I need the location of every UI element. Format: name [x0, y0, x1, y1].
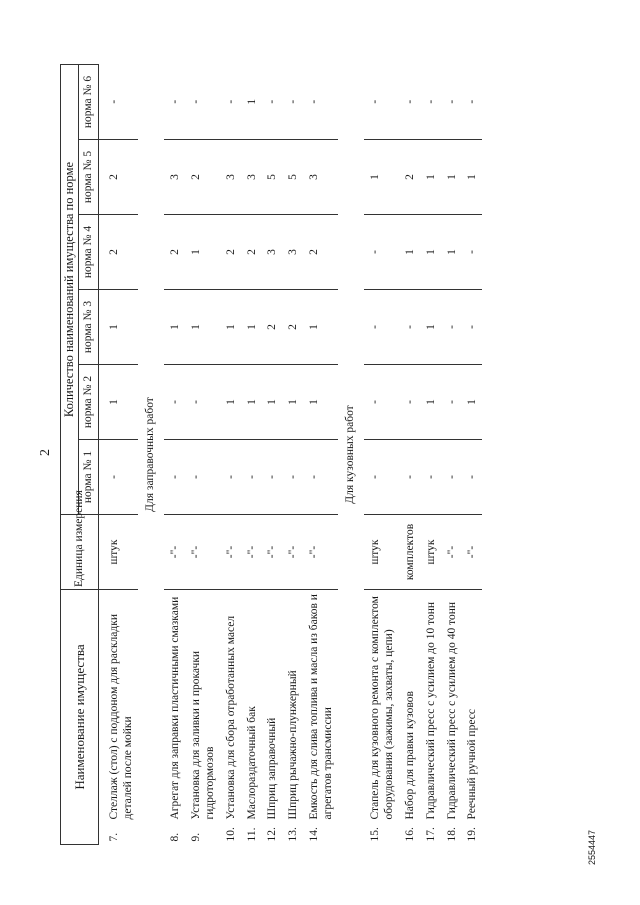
norm-6-cell: -: [261, 64, 282, 139]
section-heading-row: [138, 64, 165, 844]
norm-1-cell: -: [282, 440, 303, 515]
item-name-cell: [261, 590, 282, 845]
norm-4-cell: 1: [185, 215, 220, 290]
table-row: [164, 64, 185, 844]
table-row: [364, 64, 399, 844]
unit-cell: -"-: [261, 515, 282, 590]
norm-5-cell: 1: [441, 140, 462, 215]
norm-2-cell: -: [399, 365, 420, 440]
norm-2-cell: 1: [282, 365, 303, 440]
norm-5-cell: 3: [241, 140, 262, 215]
unit-cell: -"-: [303, 515, 338, 590]
norm-4-cell: 3: [261, 215, 282, 290]
table-row: [220, 64, 241, 844]
item-name-cell: [364, 590, 399, 845]
norm-2-cell: 1: [103, 365, 138, 440]
norm-5-cell: 5: [261, 140, 282, 215]
item-number: 8.: [169, 832, 182, 842]
column-header-norm-5: норма № 5: [79, 140, 99, 215]
table-row: [103, 64, 138, 844]
item-number: 16.: [403, 827, 416, 842]
item-name-cell: [282, 590, 303, 845]
norm-2-cell: 1: [241, 365, 262, 440]
document-side-number: 2554447: [587, 829, 597, 865]
norm-3-cell: 2: [261, 290, 282, 365]
unit-cell: штук: [364, 515, 399, 590]
norm-2-cell: 1: [261, 365, 282, 440]
item-name: Установка для заливки и прокачки гидротормозов: [190, 650, 216, 820]
item-number: 12.: [266, 827, 279, 842]
norm-5-cell: 3: [220, 140, 241, 215]
item-name: Емкость для слива топлива и масла из баков и агрегатов трансмиссии: [307, 594, 334, 820]
item-number: 19.: [466, 827, 479, 842]
norm-3-cell: -: [364, 290, 399, 365]
norm-6-cell: -: [185, 64, 220, 139]
norm-4-cell: 2: [303, 215, 338, 290]
norm-5-cell: 2: [399, 140, 420, 215]
norm-4-cell: 1: [420, 215, 441, 290]
norm-3-cell: 1: [303, 290, 338, 365]
item-number: 9.: [190, 832, 203, 842]
item-name: Стапель для кузовного ремонта с комплектом оборудования (зажимы, захваты, цепи): [369, 596, 396, 820]
item-name: Гидравлический пресс с усилием до 10 тонн: [424, 601, 437, 820]
norm-1-cell: -: [420, 440, 441, 515]
norm-4-cell: -: [364, 215, 399, 290]
norm-3-cell: 1: [420, 290, 441, 365]
norm-1-cell: -: [364, 440, 399, 515]
equipment-table: [60, 64, 482, 845]
norm-1-cell: -: [164, 440, 185, 515]
norm-1-cell: -: [461, 440, 482, 515]
table-row: [185, 64, 220, 844]
column-header-quantity: Количество наименований имущества по норме: [61, 64, 79, 514]
table-row: [420, 64, 441, 844]
table-row: [399, 64, 420, 844]
norm-6-cell: -: [103, 64, 138, 139]
unit-cell: -"-: [220, 515, 241, 590]
norm-3-cell: 2: [282, 290, 303, 365]
item-name: Гидравлический пресс с усилием до 40 тонн: [445, 601, 458, 820]
norm-5-cell: 5: [282, 140, 303, 215]
norm-3-cell: -: [461, 290, 482, 365]
norm-4-cell: 1: [441, 215, 462, 290]
item-name: Шприц рычажно-плунжерный: [287, 670, 300, 820]
item-name-cell: [164, 590, 185, 845]
item-name: Шприц заправочный: [266, 717, 279, 820]
item-name-cell: [303, 590, 338, 845]
norm-5-cell: 3: [303, 140, 338, 215]
item-number: 7.: [108, 832, 120, 842]
norm-2-cell: -: [185, 365, 220, 440]
norm-6-cell: 1: [241, 64, 262, 139]
item-number: 13.: [287, 827, 300, 842]
norm-3-cell: -: [441, 290, 462, 365]
item-name-cell: [420, 590, 441, 845]
norm-4-cell: 1: [399, 215, 420, 290]
norm-5-cell: 1: [420, 140, 441, 215]
item-name-cell: [461, 590, 482, 845]
unit-cell: -"-: [441, 515, 462, 590]
column-header-unit: Единица измерения: [61, 515, 99, 590]
item-number: 14.: [307, 827, 320, 842]
item-number: 11.: [245, 827, 258, 842]
unit-cell: штук: [420, 515, 441, 590]
table-row: [241, 64, 262, 844]
item-number: 10.: [224, 827, 237, 842]
column-header-norm-2: норма № 2: [79, 365, 99, 440]
item-name: Реечный ручной пресс: [466, 709, 479, 820]
norm-2-cell: 1: [303, 365, 338, 440]
norm-6-cell: -: [282, 64, 303, 139]
unit-cell: штук: [103, 515, 138, 590]
item-name-cell: [241, 590, 262, 845]
norm-6-cell: -: [420, 64, 441, 139]
unit-cell: -"-: [461, 515, 482, 590]
item-name: Набор для правки кузовов: [403, 691, 416, 820]
item-name-cell: [185, 590, 220, 845]
norm-6-cell: -: [364, 64, 399, 139]
norm-1-cell: -: [399, 440, 420, 515]
norm-4-cell: -: [461, 215, 482, 290]
table-body: [99, 64, 483, 844]
norm-6-cell: -: [220, 64, 241, 139]
norm-4-cell: 2: [103, 215, 138, 290]
table-row: [303, 64, 338, 844]
norm-2-cell: 1: [220, 365, 241, 440]
norm-6-cell: -: [461, 64, 482, 139]
item-number: 18.: [445, 827, 458, 842]
column-header-norm-6: норма № 6: [79, 64, 99, 139]
table-row: [261, 64, 282, 844]
norm-3-cell: 1: [103, 290, 138, 365]
norm-1-cell: -: [220, 440, 241, 515]
norm-1-cell: -: [103, 440, 138, 515]
table-row: [282, 64, 303, 844]
norm-3-cell: 1: [185, 290, 220, 365]
unit-cell: -"-: [164, 515, 185, 590]
norm-1-cell: -: [303, 440, 338, 515]
item-name-cell: [220, 590, 241, 845]
unit-cell: -"-: [282, 515, 303, 590]
norm-5-cell: 1: [364, 140, 399, 215]
norm-1-cell: -: [185, 440, 220, 515]
norm-6-cell: -: [399, 64, 420, 139]
norm-4-cell: 3: [282, 215, 303, 290]
table-row: [461, 64, 482, 844]
norm-2-cell: -: [441, 365, 462, 440]
norm-3-cell: 1: [241, 290, 262, 365]
column-header-norm-1: норма № 1: [79, 440, 99, 515]
section-heading: Для заправочных работ: [143, 397, 156, 512]
norm-2-cell: -: [164, 365, 185, 440]
section-heading-row: [338, 64, 365, 844]
item-name-cell: [103, 590, 138, 845]
norm-6-cell: -: [164, 64, 185, 139]
item-number: 17.: [424, 827, 437, 842]
norm-6-cell: -: [303, 64, 338, 139]
norm-4-cell: 2: [241, 215, 262, 290]
unit-cell: -"-: [241, 515, 262, 590]
item-name: Стеллаж (стол) с поддоном для раскладки деталей после мойки: [108, 614, 134, 820]
norm-4-cell: 2: [220, 215, 241, 290]
column-header-norm-3: норма № 3: [79, 290, 99, 365]
norm-2-cell: 1: [461, 365, 482, 440]
norm-1-cell: -: [241, 440, 262, 515]
page-number: 2: [38, 449, 53, 456]
norm-5-cell: 1: [461, 140, 482, 215]
unit-cell: -"-: [185, 515, 220, 590]
item-name: Установка для сбора отработанных масел: [224, 615, 237, 820]
item-name: Маслораздаточный бак: [245, 706, 258, 820]
norm-3-cell: -: [399, 290, 420, 365]
norm-4-cell: 2: [164, 215, 185, 290]
norm-2-cell: -: [364, 365, 399, 440]
unit-cell: комплектов: [399, 515, 420, 590]
norm-1-cell: -: [441, 440, 462, 515]
item-name-cell: [399, 590, 420, 845]
norm-5-cell: 2: [103, 140, 138, 215]
norm-2-cell: 1: [420, 365, 441, 440]
table-row: [441, 64, 462, 844]
item-name: Агрегат для заправки пластичными смазками: [169, 596, 182, 820]
section-heading: Для кузовных работ: [343, 405, 356, 504]
item-name-cell: [441, 590, 462, 845]
column-header-name: Наименование имущества: [61, 590, 99, 845]
norm-5-cell: 3: [164, 140, 185, 215]
item-number: 15.: [369, 827, 382, 842]
norm-5-cell: 2: [185, 140, 220, 215]
column-header-norm-4: норма № 4: [79, 215, 99, 290]
norm-1-cell: -: [261, 440, 282, 515]
norm-3-cell: 1: [220, 290, 241, 365]
norm-6-cell: -: [441, 64, 462, 139]
norm-3-cell: 1: [164, 290, 185, 365]
